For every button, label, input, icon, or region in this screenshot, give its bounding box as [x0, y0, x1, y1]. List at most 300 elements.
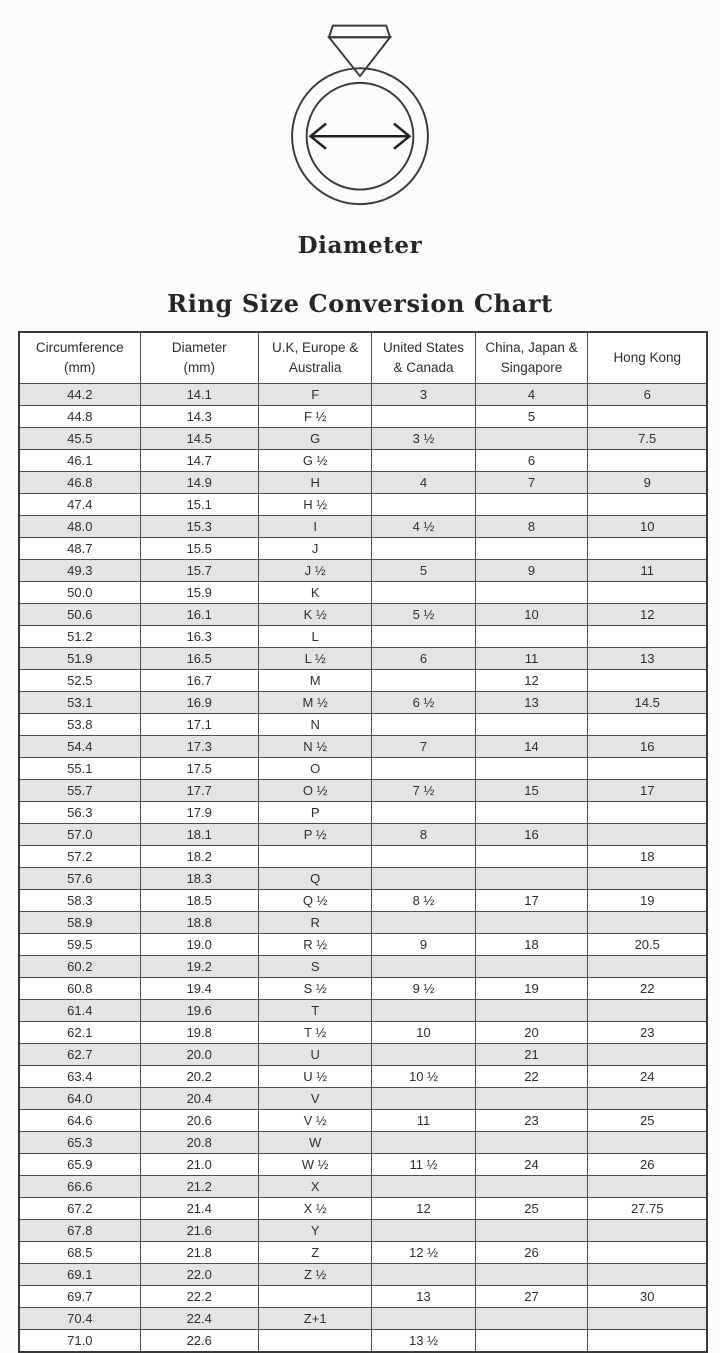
table-cell: [588, 1241, 707, 1263]
table-cell: [475, 955, 588, 977]
table-cell: N ½: [258, 735, 372, 757]
table-cell: Y: [258, 1219, 372, 1241]
table-cell: 65.3: [19, 1131, 140, 1153]
table-cell: S: [258, 955, 372, 977]
table-cell: 14.1: [140, 383, 258, 405]
table-cell: U ½: [258, 1065, 372, 1087]
table-cell: 67.2: [19, 1197, 140, 1219]
table-cell: 66.6: [19, 1175, 140, 1197]
table-cell: 9: [475, 559, 588, 581]
table-cell: 15.9: [140, 581, 258, 603]
table-cell: 10: [588, 515, 707, 537]
table-cell: 60.8: [19, 977, 140, 999]
table-cell: 14.3: [140, 405, 258, 427]
table-cell: 6 ½: [372, 691, 475, 713]
table-cell: 10: [475, 603, 588, 625]
table-cell: 14.9: [140, 471, 258, 493]
table-cell: 70.4: [19, 1307, 140, 1329]
table-cell: 8: [372, 823, 475, 845]
table-cell: 21.8: [140, 1241, 258, 1263]
table-row: [19, 735, 707, 757]
table-cell: 16.9: [140, 691, 258, 713]
table-row: [19, 779, 707, 801]
table-cell: [475, 1219, 588, 1241]
table-cell: 54.4: [19, 735, 140, 757]
column-header: U.K, Europe & Australia: [258, 332, 372, 383]
table-cell: 23: [588, 1021, 707, 1043]
table-cell: 45.5: [19, 427, 140, 449]
table-cell: [475, 1131, 588, 1153]
ring-diagram: [0, 0, 720, 208]
table-cell: [372, 999, 475, 1021]
table-cell: 15.1: [140, 493, 258, 515]
table-cell: 4: [475, 383, 588, 405]
table-cell: 19.0: [140, 933, 258, 955]
table-cell: 12: [372, 1197, 475, 1219]
table-cell: [475, 427, 588, 449]
table-cell: [588, 713, 707, 735]
table-cell: 26: [588, 1153, 707, 1175]
table-cell: O: [258, 757, 372, 779]
table-row: [19, 1109, 707, 1131]
table-cell: 46.1: [19, 449, 140, 471]
table-cell: 16.1: [140, 603, 258, 625]
page-title: Ring Size Conversion Chart: [167, 289, 553, 318]
column-header: China, Japan & Singapore: [475, 332, 588, 383]
table-cell: 49.3: [19, 559, 140, 581]
table-cell: 6: [588, 383, 707, 405]
table-cell: P ½: [258, 823, 372, 845]
table-cell: 18.8: [140, 911, 258, 933]
table-cell: 60.2: [19, 955, 140, 977]
table-row: [19, 405, 707, 427]
table-cell: 16: [588, 735, 707, 757]
table-row: [19, 867, 707, 889]
table-cell: [588, 1307, 707, 1329]
table-row: [19, 669, 707, 691]
table-cell: W ½: [258, 1153, 372, 1175]
table-cell: 7 ½: [372, 779, 475, 801]
table-cell: 19: [475, 977, 588, 999]
table-cell: [588, 867, 707, 889]
table-row: [19, 1329, 707, 1352]
table-cell: 18: [475, 933, 588, 955]
table-cell: M: [258, 669, 372, 691]
table-cell: 22.2: [140, 1285, 258, 1307]
table-row: [19, 603, 707, 625]
table-cell: 17.3: [140, 735, 258, 757]
table-cell: [475, 845, 588, 867]
table-row: [19, 625, 707, 647]
table-cell: H ½: [258, 493, 372, 515]
table-row: [19, 647, 707, 669]
table-row: [19, 559, 707, 581]
table-cell: [588, 405, 707, 427]
table-cell: 19.2: [140, 955, 258, 977]
table-cell: Q ½: [258, 889, 372, 911]
table-row: [19, 955, 707, 977]
table-cell: 7: [475, 471, 588, 493]
ring-size-conversion-table: [18, 331, 708, 1353]
table-row: [19, 515, 707, 537]
table-cell: [372, 845, 475, 867]
table-cell: 17.9: [140, 801, 258, 823]
diameter-label: Diameter: [297, 232, 423, 259]
table-cell: 20: [475, 1021, 588, 1043]
table-cell: 30: [588, 1285, 707, 1307]
table-cell: 20.4: [140, 1087, 258, 1109]
table-cell: 16.3: [140, 625, 258, 647]
table-cell: 62.7: [19, 1043, 140, 1065]
table-cell: [588, 1131, 707, 1153]
table-cell: 11: [475, 647, 588, 669]
table-cell: 46.8: [19, 471, 140, 493]
table-cell: 50.0: [19, 581, 140, 603]
table-cell: [588, 493, 707, 515]
table-cell: 9: [588, 471, 707, 493]
table-cell: 25: [475, 1197, 588, 1219]
table-cell: 62.1: [19, 1021, 140, 1043]
table-cell: [475, 581, 588, 603]
table-cell: [475, 713, 588, 735]
table-cell: 21: [475, 1043, 588, 1065]
table-cell: 52.5: [19, 669, 140, 691]
table-cell: [372, 1087, 475, 1109]
table-cell: 13: [588, 647, 707, 669]
table-cell: [372, 1307, 475, 1329]
table-cell: Q: [258, 867, 372, 889]
table-cell: 21.2: [140, 1175, 258, 1197]
table-cell: 18.3: [140, 867, 258, 889]
table-cell: R: [258, 911, 372, 933]
table-cell: V ½: [258, 1109, 372, 1131]
table-cell: [475, 999, 588, 1021]
table-cell: R ½: [258, 933, 372, 955]
table-cell: V: [258, 1087, 372, 1109]
table-cell: 13: [475, 691, 588, 713]
table-cell: G: [258, 427, 372, 449]
table-cell: [475, 1263, 588, 1285]
table-row: [19, 1021, 707, 1043]
table-cell: 14.5: [588, 691, 707, 713]
table-cell: 56.3: [19, 801, 140, 823]
table-cell: [588, 1219, 707, 1241]
table-cell: O ½: [258, 779, 372, 801]
table-cell: [475, 1087, 588, 1109]
table-row: [19, 933, 707, 955]
table-cell: P: [258, 801, 372, 823]
table-cell: 61.4: [19, 999, 140, 1021]
table-row: [19, 999, 707, 1021]
table-cell: 57.6: [19, 867, 140, 889]
table-cell: 11 ½: [372, 1153, 475, 1175]
table-cell: [372, 449, 475, 471]
table-cell: 47.4: [19, 493, 140, 515]
header-row: [19, 332, 707, 383]
table-cell: [475, 1307, 588, 1329]
table-cell: [258, 1329, 372, 1352]
table-cell: 68.5: [19, 1241, 140, 1263]
table-row: [19, 1307, 707, 1329]
table-cell: 23: [475, 1109, 588, 1131]
table-row: [19, 1197, 707, 1219]
table-cell: [372, 1043, 475, 1065]
table-cell: 3 ½: [372, 427, 475, 449]
table-cell: 16.7: [140, 669, 258, 691]
table-cell: [588, 581, 707, 603]
table-cell: [475, 867, 588, 889]
table-cell: 10: [372, 1021, 475, 1043]
table-cell: 26: [475, 1241, 588, 1263]
table-cell: 14.5: [140, 427, 258, 449]
table-row: [19, 713, 707, 735]
column-header: Hong Kong: [588, 332, 707, 383]
table-cell: [588, 1087, 707, 1109]
table-cell: 48.7: [19, 537, 140, 559]
table-cell: [372, 493, 475, 515]
table-row: [19, 383, 707, 405]
table-cell: 20.5: [588, 933, 707, 955]
table-cell: J ½: [258, 559, 372, 581]
table-cell: [588, 911, 707, 933]
table-cell: 58.3: [19, 889, 140, 911]
table-cell: [588, 999, 707, 1021]
table-cell: 7.5: [588, 427, 707, 449]
table-cell: [475, 801, 588, 823]
table-cell: 65.9: [19, 1153, 140, 1175]
table-row: [19, 889, 707, 911]
table-cell: [372, 867, 475, 889]
table-header: [19, 332, 707, 383]
table-cell: 55.7: [19, 779, 140, 801]
table-cell: 53.1: [19, 691, 140, 713]
table-cell: 15: [475, 779, 588, 801]
table-cell: 63.4: [19, 1065, 140, 1087]
table-cell: 24: [475, 1153, 588, 1175]
table-cell: [475, 537, 588, 559]
table-cell: 12 ½: [372, 1241, 475, 1263]
table-cell: 18.5: [140, 889, 258, 911]
table-cell: T ½: [258, 1021, 372, 1043]
table-row: [19, 911, 707, 933]
table-cell: M ½: [258, 691, 372, 713]
table-cell: 15.5: [140, 537, 258, 559]
table-cell: 15.7: [140, 559, 258, 581]
table-cell: 51.2: [19, 625, 140, 647]
table-row: [19, 757, 707, 779]
table-cell: [372, 1131, 475, 1153]
table-cell: 25: [588, 1109, 707, 1131]
table-cell: 27.75: [588, 1197, 707, 1219]
column-header: Diameter (mm): [140, 332, 258, 383]
table-cell: 22.6: [140, 1329, 258, 1352]
table-row: [19, 1263, 707, 1285]
table-cell: 18: [588, 845, 707, 867]
table-cell: 17.7: [140, 779, 258, 801]
table-cell: 5 ½: [372, 603, 475, 625]
table-row: [19, 1219, 707, 1241]
table-cell: [588, 823, 707, 845]
table-cell: 13: [372, 1285, 475, 1307]
table-cell: 16: [475, 823, 588, 845]
table-cell: 19: [588, 889, 707, 911]
table-cell: 19.4: [140, 977, 258, 999]
table-cell: 58.9: [19, 911, 140, 933]
table-cell: 24: [588, 1065, 707, 1087]
table-cell: 21.0: [140, 1153, 258, 1175]
table-cell: 20.2: [140, 1065, 258, 1087]
table-row: [19, 1285, 707, 1307]
table-cell: [372, 757, 475, 779]
table-cell: 22.4: [140, 1307, 258, 1329]
table-cell: 9: [372, 933, 475, 955]
table-cell: [372, 1219, 475, 1241]
table-row: [19, 691, 707, 713]
table-cell: 17: [588, 779, 707, 801]
table-cell: [588, 757, 707, 779]
table-cell: 12: [588, 603, 707, 625]
table-cell: T: [258, 999, 372, 1021]
table-cell: 13 ½: [372, 1329, 475, 1352]
table-row: [19, 823, 707, 845]
ring-with-diamond-diameter-arrow-icon: [272, 14, 448, 208]
table-cell: [588, 449, 707, 471]
table-cell: [588, 801, 707, 823]
table-cell: 19.6: [140, 999, 258, 1021]
table-cell: [588, 1329, 707, 1352]
table-cell: 17.5: [140, 757, 258, 779]
table-cell: [475, 493, 588, 515]
table-cell: 7: [372, 735, 475, 757]
table-cell: 71.0: [19, 1329, 140, 1352]
table-cell: J: [258, 537, 372, 559]
table-cell: [372, 581, 475, 603]
table-cell: 17: [475, 889, 588, 911]
table-cell: G ½: [258, 449, 372, 471]
table-cell: 8: [475, 515, 588, 537]
table-cell: [588, 1043, 707, 1065]
table-cell: 9 ½: [372, 977, 475, 999]
table-cell: 6: [475, 449, 588, 471]
table-cell: [258, 845, 372, 867]
table-cell: [372, 405, 475, 427]
table-cell: 11: [372, 1109, 475, 1131]
table-cell: [372, 1175, 475, 1197]
table-cell: [588, 1175, 707, 1197]
table-cell: 16.5: [140, 647, 258, 669]
table-cell: 64.0: [19, 1087, 140, 1109]
table-row: [19, 1131, 707, 1153]
table-cell: 48.0: [19, 515, 140, 537]
table-cell: 51.9: [19, 647, 140, 669]
table-cell: 14: [475, 735, 588, 757]
table-cell: W: [258, 1131, 372, 1153]
table-cell: 22.0: [140, 1263, 258, 1285]
table-cell: 5: [372, 559, 475, 581]
table-cell: 4: [372, 471, 475, 493]
table-cell: 8 ½: [372, 889, 475, 911]
table-cell: [588, 537, 707, 559]
table-cell: [372, 537, 475, 559]
table-cell: 55.1: [19, 757, 140, 779]
table-cell: [475, 1329, 588, 1352]
table-cell: [588, 625, 707, 647]
table-cell: K ½: [258, 603, 372, 625]
table-cell: I: [258, 515, 372, 537]
table-row: [19, 537, 707, 559]
table-cell: L ½: [258, 647, 372, 669]
table-row: [19, 845, 707, 867]
table-cell: 27: [475, 1285, 588, 1307]
table-cell: F ½: [258, 405, 372, 427]
table-row: [19, 1065, 707, 1087]
table-cell: 22: [475, 1065, 588, 1087]
table-cell: 44.8: [19, 405, 140, 427]
table-row: [19, 801, 707, 823]
table-cell: X ½: [258, 1197, 372, 1219]
table-cell: 22: [588, 977, 707, 999]
table-cell: 12: [475, 669, 588, 691]
table-cell: K: [258, 581, 372, 603]
table-cell: [475, 625, 588, 647]
table-cell: [372, 1263, 475, 1285]
table-cell: Z ½: [258, 1263, 372, 1285]
table-row: [19, 1087, 707, 1109]
table-cell: 14.7: [140, 449, 258, 471]
table-cell: 69.1: [19, 1263, 140, 1285]
table-cell: 69.7: [19, 1285, 140, 1307]
table-row: [19, 1241, 707, 1263]
table-cell: Z: [258, 1241, 372, 1263]
table-cell: 21.4: [140, 1197, 258, 1219]
table-row: [19, 581, 707, 603]
table-cell: 10 ½: [372, 1065, 475, 1087]
table-cell: 11: [588, 559, 707, 581]
table-cell: 20.6: [140, 1109, 258, 1131]
table-cell: 19.8: [140, 1021, 258, 1043]
table-cell: 67.8: [19, 1219, 140, 1241]
table-cell: 15.3: [140, 515, 258, 537]
table-cell: [475, 911, 588, 933]
column-header: United States & Canada: [372, 332, 475, 383]
table-cell: 17.1: [140, 713, 258, 735]
column-header: Circumference (mm): [19, 332, 140, 383]
table-cell: 18.1: [140, 823, 258, 845]
table-cell: L: [258, 625, 372, 647]
table-cell: [372, 713, 475, 735]
table-row: [19, 1043, 707, 1065]
table-cell: 5: [475, 405, 588, 427]
table-row: [19, 977, 707, 999]
table-cell: [372, 955, 475, 977]
table-cell: Z+1: [258, 1307, 372, 1329]
table-cell: N: [258, 713, 372, 735]
table-cell: F: [258, 383, 372, 405]
table-cell: [475, 757, 588, 779]
table-cell: 3: [372, 383, 475, 405]
table-cell: [588, 1263, 707, 1285]
table-cell: S ½: [258, 977, 372, 999]
table-cell: [372, 669, 475, 691]
table-cell: 4 ½: [372, 515, 475, 537]
table-cell: [475, 1175, 588, 1197]
table-cell: 50.6: [19, 603, 140, 625]
table-cell: 57.2: [19, 845, 140, 867]
table-row: [19, 1153, 707, 1175]
table-cell: H: [258, 471, 372, 493]
table-cell: [372, 625, 475, 647]
table-cell: 59.5: [19, 933, 140, 955]
